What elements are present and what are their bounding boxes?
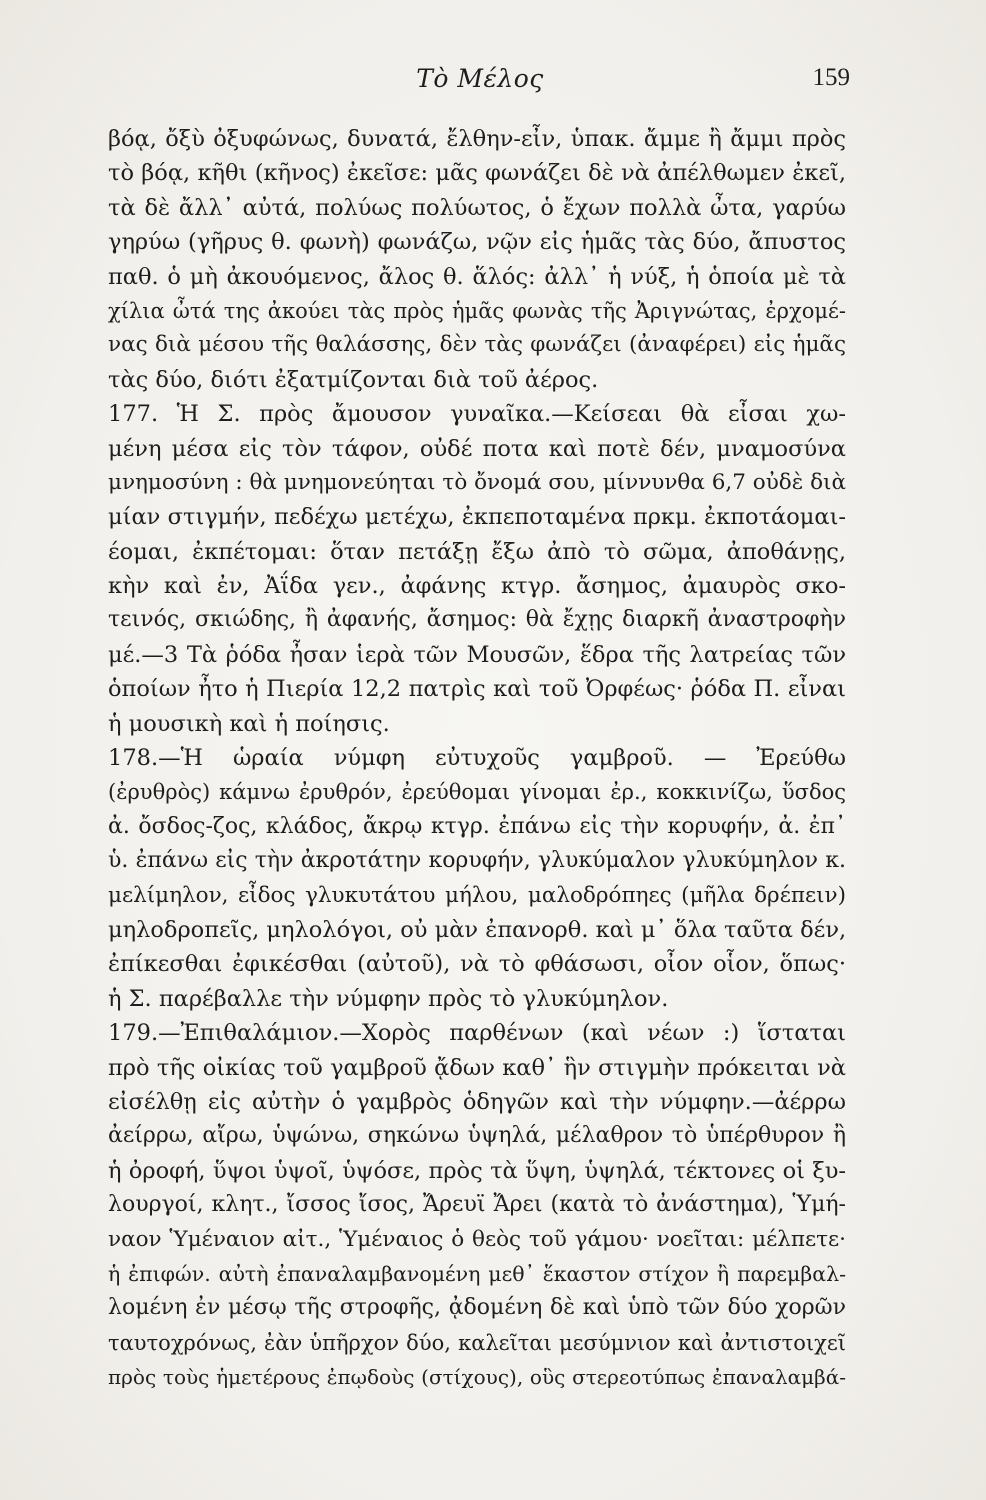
body-text bbox=[108, 122, 846, 1394]
text-line: κὴν καὶ ἐν, Ἀΐδα γεν., ἀφάνης κτγρ. ἄσημος, ἀμαυρὸς σκο- bbox=[108, 573, 846, 600]
text-line: (ἐρυθρὸς) κάμνω ἐρυθρόν, ἐρεύθομαι γίνομαι ἐρ., κοκκινίζω, ὕσδος bbox=[108, 780, 846, 805]
text-line: μνημοσύνη : θὰ μνημονεύηται τὸ ὄνομά σου, μίννυνθα 6,7 οὐδὲ διὰ bbox=[108, 469, 846, 495]
section-177-heading-line: 177. Ἡ Σ. πρὸς ἄμουσον γυναῖκα.—Κείσεαι θὰ εἶσαι χω- bbox=[108, 401, 846, 428]
text-line: πρὸς τοὺς ἡμετέρους ἐπῳδοὺς (στίχους), οὓς στερεοτύπως ἐπαναλαμβά- bbox=[108, 1365, 846, 1390]
text-line: ἡ ὀροφή, ὕψοι ὑψοῖ, ὑψόσε, πρὸς τὰ ὕψη, ὑψηλά, τέκτονες οἱ ξυ- bbox=[108, 1157, 846, 1184]
text-line: γηρύω (γῆρυς θ. φωνὴ) φωνάζω, νῷν εἰς ἡμᾶς τὰς δύο, ἄπυστος bbox=[108, 229, 846, 256]
text-line: τὰ δὲ ἄλλ᾽ αὐτά, πολύως πολύωτος, ὁ ἔχων πολλὰ ὦτα, γαρύω bbox=[108, 194, 846, 221]
text-line: ἐπίκεσθαι ἐφικέσθαι (αὐτοῦ), νὰ τὸ φθάσωσι, οἶον οἷον, ὅπως· bbox=[108, 951, 846, 978]
page-number: 159 bbox=[812, 64, 850, 91]
text-line: ἡ Σ. παρέβαλλε τὴν νύμφην πρὸς τὸ γλυκύμηλον. bbox=[108, 985, 669, 1012]
text-line: τεινός, σκιώδης, ἢ ἀφανής, ἄσημος: θὰ ἔχῃς διαρκῆ ἀναστροφὴν bbox=[108, 607, 846, 633]
page-header bbox=[110, 64, 850, 100]
text-line: ἡ ἐπιφών. αὐτὴ ἐπαναλαμβανομένη μεθ᾽ ἕκαστον στίχον ἢ παρεμβαλ- bbox=[108, 1261, 846, 1286]
text-line: τὸ βόᾳ, κῆθι (κῆνος) ἐκεῖσε: μᾶς φωνάζει δὲ νὰ ἀπέλθωμεν ἐκεῖ, bbox=[108, 160, 846, 187]
text-line: πρὸ τῆς οἰκίας τοῦ γαμβροῦ ᾄδων καθ᾽ ἣν στιγμὴν πρόκειται νὰ bbox=[108, 1054, 846, 1081]
text-line: εἰσέλθῃ εἰς αὐτὴν ὁ γαμβρὸς ὁδηγῶν καὶ τὴν νύμφην.—ἀέρρω bbox=[108, 1088, 846, 1115]
text-line: μέ.—3 Τὰ ῥόδα ἦσαν ἱερὰ τῶν Μουσῶν, ἕδρα τῆς λατρείας τῶν bbox=[108, 641, 846, 668]
text-line: ναον Ὑμέναιον αἰτ., Ὑμέναιος ὁ θεὸς τοῦ γάμου· νοεῖται: μέλπετε· bbox=[108, 1226, 846, 1252]
text-line: χίλια ὦτά της ἀκούει τὰς πρὸς ἡμᾶς φωνὰς τῆς Ἀριγνώτας, ἐρχομέ- bbox=[108, 298, 846, 323]
section-178-heading-line: 178.—Ἡ ὡραία νύμφη εὐτυχοῦς γαμβροῦ. — Ἐρεύθω bbox=[108, 745, 846, 772]
text-line: παθ. ὁ μὴ ἀκουόμενος, ἄλος θ. ἅλός: ἀλλ᾽ ἡ νύξ, ἡ ὁποία μὲ τὰ bbox=[108, 263, 846, 290]
text-line: ταυτοχρόνως, ἐὰν ὑπῆρχον δύο, καλεῖται μεσύμνιον καὶ ἀντιστοιχεῖ bbox=[108, 1330, 846, 1355]
text-line: έομαι, ἐκπέτομαι: ὅταν πετάξῃ ἔξω ἀπὸ τὸ σῶμα, ἀποθάνῃς, bbox=[108, 538, 846, 565]
text-line: λουργοί, κλητ., ἴσσος ἴσος, Ἄρευϊ Ἄρει (κατὰ τὸ ἀνάστημα), Ὑμή- bbox=[108, 1192, 846, 1218]
text-line: ἀ. ὄσδος-ζος, κλάδος, ἄκρῳ κτγρ. ἐπάνω εἰς τὴν κορυφήν, ἀ. ἐπ᾽ bbox=[108, 813, 846, 839]
text-line: λομένη ἐν μέσῳ τῆς στροφῆς, ᾀδομένη δὲ καὶ ὑπὸ τῶν δύο χορῶν bbox=[108, 1295, 846, 1321]
running-title: Τὸ Μέλος bbox=[416, 64, 544, 93]
text-line: ὑ. ἐπάνω εἰς τὴν ἀκροτάτην κορυφήν, γλυκύμαλον γλυκύμηλον κ. bbox=[108, 848, 846, 874]
section-179-heading-line: 179.—Ἐπιθαλάμιον.—Χορὸς παρθένων (καὶ νέων :) ἵσταται bbox=[108, 1020, 846, 1047]
text-line: ὁποίων ἦτο ἡ Πιερία 12,2 πατρὶς καὶ τοῦ Ὀρφέως· ῥόδα Π. εἶναι bbox=[108, 676, 846, 703]
text-line: ἀείρρω, αἴρω, ὑψώνω, σηκώνω ὑψηλά, μέλαθρον τὸ ὑπέρθυρον ἢ bbox=[108, 1123, 846, 1149]
text-line: βόᾳ, ὄξὺ ὀξυφώνως, δυνατά, ἔλθην-εἶν, ὑπακ. ἄμμε ἢ ἄμμι πρὸς bbox=[108, 126, 846, 152]
text-line: μελίμηλον, εἶδος γλυκυτάτου μήλου, μαλοδρόπηες (μῆλα δρέπειν) bbox=[108, 882, 846, 908]
text-line: τὰς δύο, διότι ἐξατμίζονται διὰ τοῦ ἀέρος. bbox=[108, 366, 599, 393]
text-line: μένη μέσα εἰς τὸν τάφον, οὐδέ ποτα καὶ ποτὲ δέν, μναμοσύνα bbox=[108, 435, 846, 462]
text-line: μηλοδροπεῖς, μηλολόγοι, οὐ μὰν ἐπανορθ. καὶ μ᾽ ὅλα ταῦτα δέν, bbox=[108, 916, 846, 943]
text-line: νας διὰ μέσου τῆς θαλάσσης, δὲν τὰς φωνάζει (ἀναφέρει) εἰς ἡμᾶς bbox=[108, 332, 846, 358]
text-line: μίαν στιγμήν, πεδέχω μετέχω, ἐκπεποταμένα πρκμ. ἐκποτάομαι- bbox=[108, 504, 846, 531]
text-line: ἡ μουσικὴ καὶ ἡ ποίησις. bbox=[108, 710, 390, 737]
